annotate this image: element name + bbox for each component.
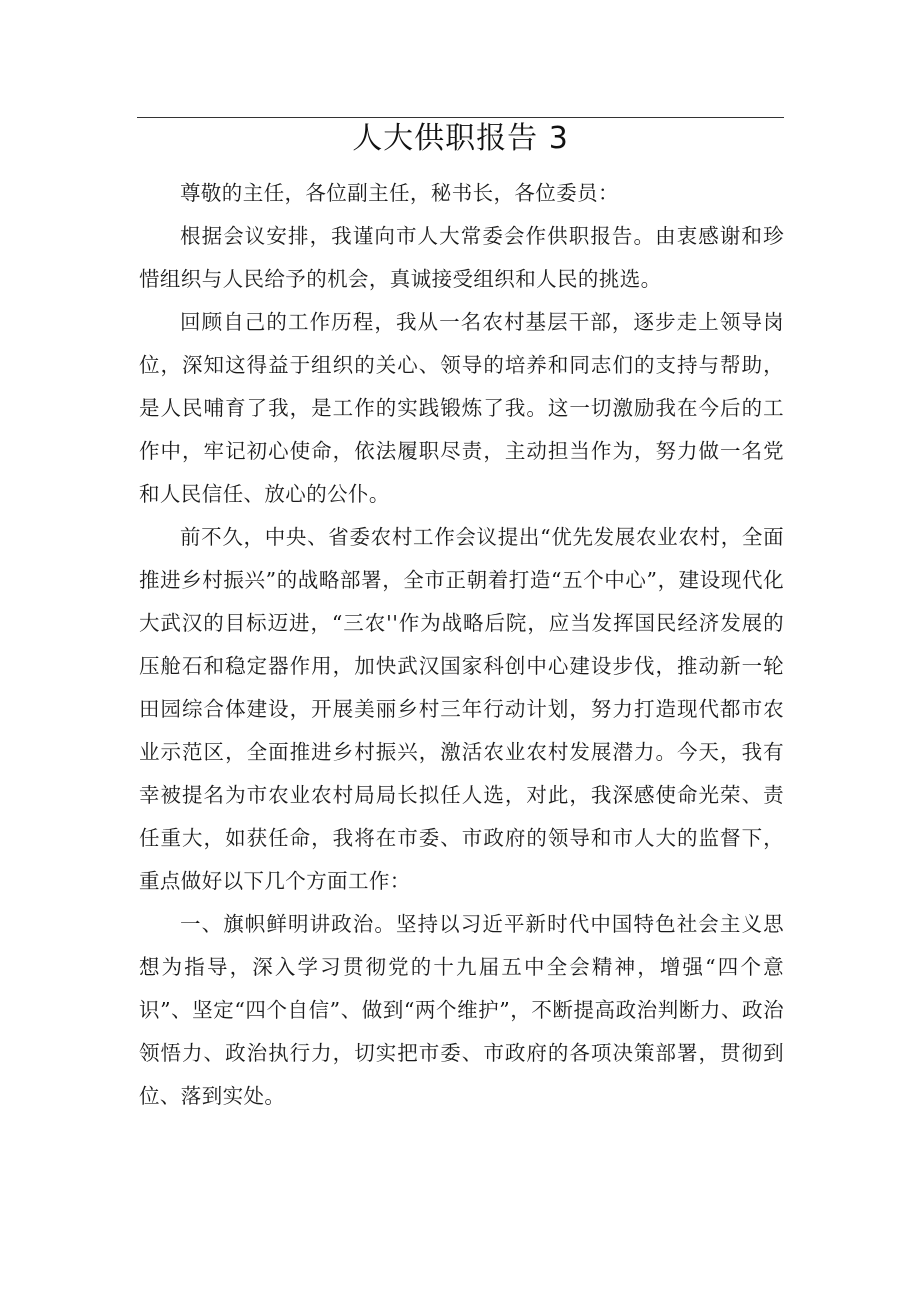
document-body (139, 172, 784, 1118)
paragraph-work-plan: 前不久，中央、省委农村工作会议提出“优先发展农业农村，全面推进乡村振兴”的战略部署，全市正朝着打造“五个中心”，建设现代化大武汉的目标迈进，“三农''作为战略后院，应当发挥国民经济发展的压舱石和稳定器作用，加快武汉国家科创中心建设步伐，推动新一轮田园综合体建设，开展美丽乡村三年行动计划，努力打造现代都市农业示范区，全面推进乡村振兴，激活农业农村发展潜力。今天，我有幸被提名为市农业农村局局长拟任人选，对此，我深感使命光荣、责任重大，如获任命，我将在市委、市政府的领导和市人大的监督下，重点做好以下几个方面工作： (139, 525, 784, 893)
paragraph-opening: 根据会议安排，我谨向市人大常委会作供职报告。由衷感谢和珍惜组织与人民给予的机会，真诚接受组织和人民的挑选。 (139, 224, 784, 291)
paragraph-career-review: 回顾自己的工作历程，我从一名农村基层干部，逐步走上领导岗位，深知这得益于组织的关心、领导的培养和同志们的支持与帮助，是人民哺育了我，是工作的实践锻炼了我。这一切激励我在今后的工作中，牢记初心使命，依法履职尽责，主动担当作为，努力做一名党和人民信任、放心的公仆。 (139, 310, 784, 506)
document-title: 人大供职报告 3 (352, 121, 569, 156)
paragraph-point-one: 一、旗帜鲜明讲政治。坚持以习近平新时代中国特色社会主义思想为指导，深入学习贯彻党的十九届五中全会精神，增强“四个意识”、坚定“四个自信”、做到“两个维护”，不断提高政治判断力、政治领悟力、政治执行力，切实把市委、市政府的各项决策部署，贯彻到位、落到实处。 (139, 912, 784, 1108)
paragraph-salutation: 尊敬的主任，各位副主任，秘书长，各位委员： (180, 181, 619, 205)
